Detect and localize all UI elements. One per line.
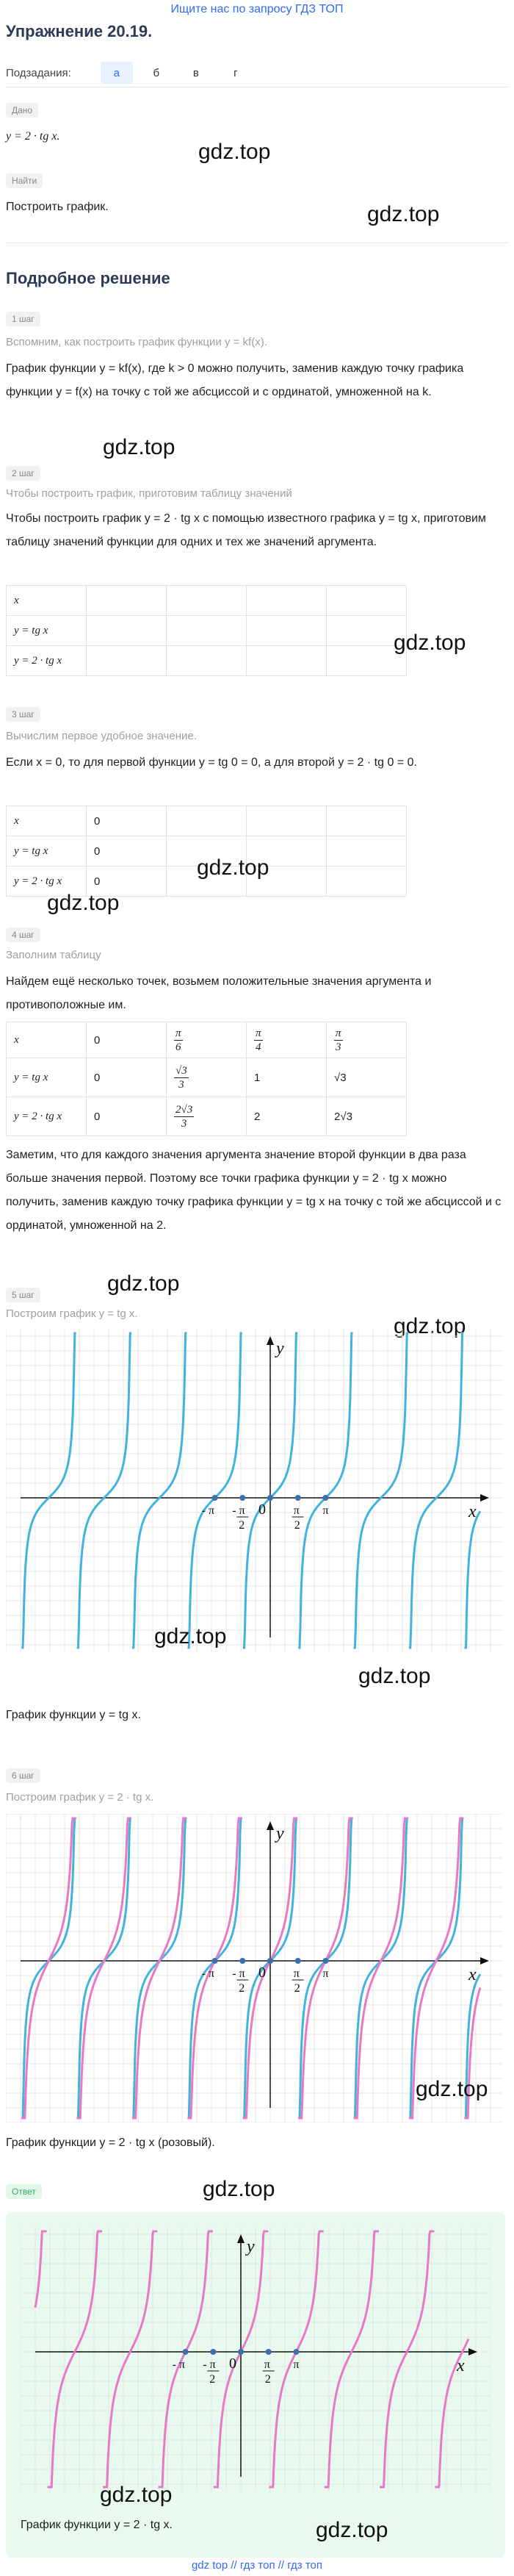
data-point [322,1958,328,1964]
origin-label: 0 [258,1502,266,1518]
tick-label-pi: π [322,1504,329,1517]
table-cell: 0 [87,836,167,867]
watermark: gdz.top [416,2077,488,2101]
tick-label-half-pi-den: 2 [294,1519,300,1532]
watermark: gdz.top [358,1664,431,1688]
step-1-text: График функции y = kf(x), где k > 0 можно получить, заменив каждую точку графика функции y = f(x) на точку с той же абсциссой и с ординатой, умноженной на k. [6,362,464,398]
x-axis-label: x [457,2356,465,2375]
curve-branch [103,2231,157,2487]
y-axis-arrow [237,2234,245,2243]
table-cell: $\frac{\pi}{6}$ [167,1022,247,1058]
find-text: Построить график. [6,201,109,213]
table-cell: 0 [87,867,167,897]
table-cell: $\frac{\pi}{3}$ [327,1022,407,1058]
origin-label: 0 [258,1965,266,1981]
page-title: Упражнение 20.19. [6,22,153,40]
curve-branch [354,1818,408,2118]
data-point [210,2349,216,2355]
data-point [295,1958,301,1964]
tick-label-neg-half-pi: - π [232,1967,245,1980]
step-4-hint: Заполним таблицу [6,949,101,961]
values-table-empty [6,585,407,676]
tick-label-neg-half-pi-den: 2 [239,1519,245,1532]
data-point [266,2349,272,2355]
table-cell: 2√3 [327,1097,407,1136]
data-point [239,1495,245,1501]
y-axis-label: y [276,1339,284,1358]
watermark: gdz.top [367,202,440,226]
table-cell: y = tg x [7,836,87,867]
step-2-text: Чтобы построить график y = 2 · tg x с помощью известного графика y = tg x, приготовим таблицу значений функции для одних и тех же значений аргумента. [6,512,486,548]
values-table-zero [6,806,407,897]
given-tag: Дано [6,103,38,118]
find-tag: Найти [6,173,43,188]
table-cell: 0 [87,1022,167,1058]
table-cell: $\frac{√3}{3}$ [167,1058,247,1097]
tick-label-neg-half-pi-den: 2 [209,2373,216,2386]
step-1-hint: Вспомним, как построить график функции y = kf(x). [6,336,267,348]
tick-label-neg-half-pi: - π [203,2358,216,2371]
tick-label-half-pi: π [264,2358,270,2371]
data-point [183,2349,189,2355]
table-cell: x [7,1022,87,1058]
step-5-hint: Построим график y = tg x. [6,1307,138,1320]
tick-label-half-pi-den: 2 [294,1982,300,1995]
step-1-tag: 1 шаг [6,312,40,326]
y-axis-label: y [276,1824,284,1843]
data-point [212,1958,218,1964]
curve-branch [464,1511,480,1648]
table-cell: 1 [247,1058,327,1097]
table-cell: 0 [87,806,167,836]
data-point [322,1495,328,1501]
step-6-caption: График функции y = 2 · tg x (розовый). [6,2136,215,2149]
tick-label-half-pi: π [293,1967,300,1980]
data-point [295,1495,301,1501]
tick-label-neg-half-pi-den: 2 [239,1982,245,1995]
answer-caption: График функции y = 2 · tg x. [21,2519,173,2531]
double-tan-graph [6,1814,502,2123]
tick-label-neg-pi: - π [201,1504,215,1517]
watermark: gdz.top [47,891,120,915]
watermark: gdz.top [107,1271,180,1296]
data-point [212,1495,218,1501]
table-cell: $\frac{2√3}{3}$ [167,1097,247,1136]
curve-branch [132,1818,187,2118]
tick-label-half-pi: π [293,1504,300,1517]
given-text: y = 2 · tg x. [6,130,60,143]
watermark: gdz.top [103,435,175,459]
table-cell: y = tg x [7,616,87,646]
step-3-text: Если x = 0, то для первой функции y = tg 0 = 0, а для второй y = 2 · tg 0 = 0. [6,756,417,769]
x-axis-label: x [468,1965,477,1984]
curve-branch [21,1818,76,2118]
step-2-tag: 2 шаг [6,466,40,481]
watermark: gdz.top [394,1314,466,1338]
curve-branch [132,1818,187,2118]
step-4-tag: 4 шаг [6,928,40,942]
table-cell: 0 [87,1058,167,1097]
tab-g[interactable]: г [234,66,238,79]
watermark: gdz.top [100,2483,173,2507]
step-5-tag: 5 шаг [6,1288,40,1302]
table-cell: $\frac{\pi}{4}$ [247,1022,327,1058]
tab-v[interactable]: в [192,66,199,79]
table-cell: y = 2 · tg x [7,646,87,676]
curve-branch [35,2231,47,2308]
table-cell: y = 2 · tg x [7,867,87,897]
step-6-hint: Построим график y = 2 · tg x. [6,1791,154,1804]
tab-b[interactable]: б [153,66,160,79]
curve-branch [354,1818,408,2118]
watermark: gdz.top [394,631,466,655]
tick-label-neg-pi: - π [172,2358,186,2371]
subtasks-tabs [6,62,259,84]
data-point [238,2349,244,2355]
step-4-text: Найдем ещё несколько точек, возьмем положительные значения аргумента и противоположные им. [6,975,432,1011]
tan-graph [6,1329,502,1652]
x-axis-arrow [480,1494,489,1502]
y-axis-label: y [247,2237,255,2256]
step-3-tag: 3 шаг [6,707,40,722]
data-point [267,1495,273,1501]
step-2-hint: Чтобы построить график, приготовим таблицу значений [6,487,292,500]
subtasks-label: Подзадания: [6,66,71,79]
footer-links[interactable]: gdz top // гдз топ // гдз топ [191,2559,323,2572]
step-6-tag: 6 шаг [6,1768,40,1783]
top-search-link[interactable]: Ищите нас по запросу ГДЗ ТОП [170,3,344,15]
curve-branch [21,1818,76,2118]
step-5-caption: График функции y = tg x. [6,1709,141,1721]
table-cell: y = tg x [7,1058,87,1097]
watermark: gdz.top [154,1624,227,1648]
y-axis-arrow [267,1336,274,1345]
tick-label-pi: π [293,2358,300,2371]
tick-label-pi: π [322,1967,329,1980]
tick-label-half-pi-den: 2 [264,2373,271,2386]
table-cell: 0 [87,1097,167,1136]
table-cell: y = 2 · tg x [7,1097,87,1136]
y-axis-arrow [267,1821,274,1830]
x-axis-label: x [468,1502,477,1521]
origin-label: 0 [229,2356,236,2372]
step-3-hint: Вычислим первое удобное значение. [6,730,197,742]
tick-label-neg-half-pi: - π [232,1504,245,1517]
tab-a[interactable]: а [101,62,133,84]
answer-tag: Ответ [6,2184,42,2199]
tick-label-neg-pi: - π [201,1967,215,1980]
answer-graph [21,2227,491,2491]
table-cell: 2 [247,1097,327,1136]
curve-branch [325,2231,379,2487]
data-point [239,1958,245,1964]
watermark: gdz.top [203,2177,275,2201]
data-point [267,1958,273,1964]
step-4-note: Заметим, что для каждого значения аргумента значение второй функции в два раза больше значения первой. Поэтому все точки графика функции y = 2 · tg x можно получить, заменив каждую точку графика функции y = tg x на точку с той же абсциссой и с ординатой, умноженной на 2. [6,1149,502,1232]
table-cell: x [7,806,87,836]
watermark: gdz.top [197,855,269,880]
table-cell: √3 [327,1058,407,1097]
data-point [293,2349,299,2355]
values-table-full [6,1022,407,1136]
watermark: gdz.top [316,2518,388,2542]
watermark: gdz.top [198,140,271,164]
solution-title: Подробное решение [6,269,170,287]
table-cell: x [7,586,87,616]
x-axis-arrow [480,1957,489,1965]
